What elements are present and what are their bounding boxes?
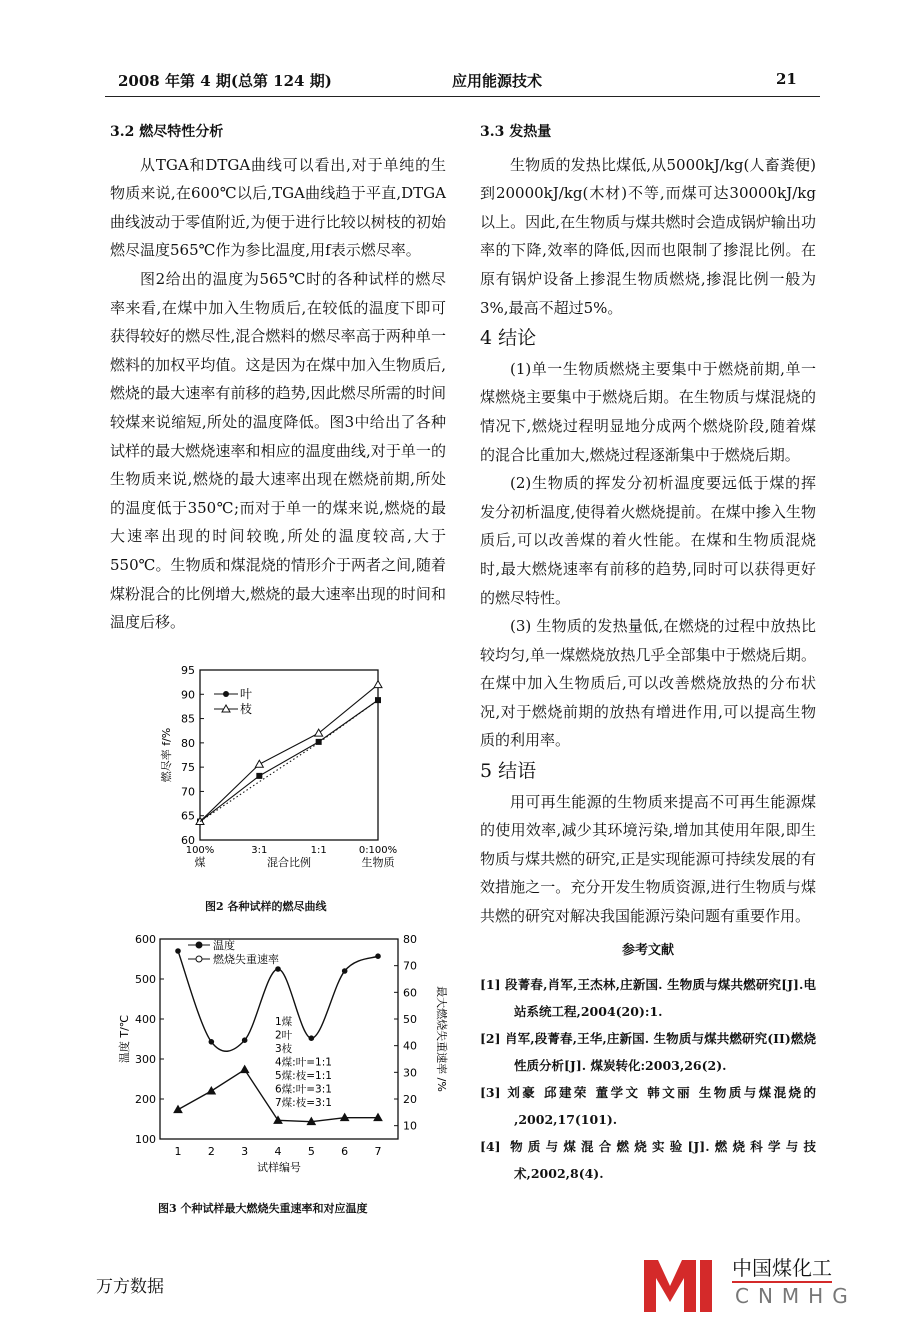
x-axis-label: 试样编号 xyxy=(257,1161,301,1174)
burnout-chart xyxy=(150,660,410,880)
x-tick-label: 5 xyxy=(307,1145,315,1158)
y2-tick-label: 30 xyxy=(403,1066,417,1080)
watermark-en: CNMHG xyxy=(735,1284,857,1308)
paragraph: 从TGA和DTGA曲线可以看出,对于单纯的生物质来说,在600℃以后,TGA曲线趋于平直,DTGA曲线波动于零值附近,为便于进行比较以树枝的初始燃尽温度565℃作为参比温度,用f表示燃尽率。 xyxy=(110,155,446,260)
x-tick-label: 0:100% xyxy=(358,845,398,856)
y2-tick-label: 50 xyxy=(403,1013,417,1026)
x-tick-label: 1:1 xyxy=(310,845,327,856)
annotation-label: 7煤:枝=3:1 xyxy=(275,1097,332,1109)
y-tick-label: 80 xyxy=(181,736,195,750)
footer-source: 万方数据 xyxy=(96,1277,164,1297)
data-point xyxy=(309,1035,315,1041)
x-tick-label: 3 xyxy=(241,1145,249,1158)
x-tick-label: 1 xyxy=(174,1145,182,1158)
data-point xyxy=(256,773,262,779)
reference: [4] 物质与煤混合燃烧实验[J].燃烧科学与技术,2002,8(4). xyxy=(480,1139,816,1182)
annotation-label: 5煤:枝=1:1 xyxy=(275,1070,332,1082)
section-heading: 3.2 燃尽特性分析 xyxy=(110,124,224,140)
x-tick-label: 6 xyxy=(341,1145,349,1158)
data-point xyxy=(342,968,348,974)
logo-mark-icon xyxy=(640,1254,720,1314)
paragraph: (1)单一生物质燃烧主要集中于燃烧前期,单一煤燃烧主要集中于燃烧后期。在生物质与煤混烧的情况下,燃烧过程明显地分成两个燃烧阶段,随着煤的混合比重加大,燃烧过程逐渐集中于燃烧后期。 xyxy=(480,359,816,464)
figure-caption: 图3 个种试样最大燃烧失重速率和对应温度 xyxy=(158,1202,368,1215)
data-point xyxy=(174,1106,182,1113)
annotation-label: 4煤:叶=1:1 xyxy=(275,1056,332,1069)
paragraph: (2)生物质的挥发分初析温度要远低于煤的挥发分初析温度,使得着火燃烧提前。在煤中掺入生物质后,可以改善煤的着火性能。在煤和生物质混烧时,最大燃烧速率有前移的趋势,同时可以获得更好的燃尽特性。 xyxy=(480,474,816,607)
y2-tick-label: 10 xyxy=(403,1119,417,1133)
legend-marker xyxy=(223,691,229,697)
legend-label: 燃烧失重速率 xyxy=(213,953,279,966)
y2-tick-label: 60 xyxy=(403,986,417,1000)
y-tick-label: 65 xyxy=(181,809,195,823)
references-title: 参考文献 xyxy=(621,942,674,958)
y-tick-label: 85 xyxy=(181,712,195,726)
rate-temperature-chart xyxy=(120,925,450,1180)
x-sublabel: 生物质 xyxy=(361,856,395,869)
x-tick-label: 100% xyxy=(185,845,215,856)
legend-marker xyxy=(196,956,202,962)
figure-caption: 图2 各种试样的燃尽曲线 xyxy=(205,900,327,913)
paragraph: 生物质的发热比煤低,从5000kJ/kg(人畜粪便)到20000kJ/kg(木材)不等,而煤可达30000kJ/kg以上。因此,在生物质与煤共燃时会造成锅炉输出功率的下降,效率的降低,因而也限制了掺混比例。在原有锅炉设备上掺混生物质燃烧,掺混比例一般为3%,最高不超过5%。 xyxy=(480,155,816,317)
data-point xyxy=(374,681,382,688)
y-tick-label: 95 xyxy=(181,664,195,677)
data-point xyxy=(242,1037,248,1043)
legend-label: 温度 xyxy=(213,939,235,952)
x-sublabel: 煤 xyxy=(194,856,206,869)
data-point xyxy=(241,1066,249,1073)
data-point xyxy=(175,948,181,954)
y-tick-label: 75 xyxy=(181,761,195,775)
left-column xyxy=(110,112,446,637)
y-axis-label: 燃尽率 f/% xyxy=(160,727,173,783)
annotation-label: 1煤 xyxy=(275,1016,293,1028)
legend-marker xyxy=(196,942,202,948)
reference: [1] 段菁春,肖军,王杰林,庄新国. 生物质与煤共燃研究[J].电站系统工程,2004(20):1. xyxy=(480,977,816,1020)
y2-tick-label: 40 xyxy=(403,1039,417,1053)
reference: [2] 肖军,段菁春,王华,庄新国. 生物质与煤共燃研究(II)燃烧性质分析[J]. 煤炭转化:2003,26(2). xyxy=(480,1031,816,1074)
x-axis-label: 混合比例 xyxy=(267,856,311,869)
y-tick-label: 70 xyxy=(181,785,195,799)
y2-tick-label: 70 xyxy=(403,959,417,973)
right-column xyxy=(480,112,816,1187)
y-tick-label: 400 xyxy=(135,1013,156,1026)
paragraph: 用可再生能源的生物质来提高不可再生能源煤的使用效率,减少其环境污染,增加其使用年限,即生物质与煤共燃的研究,正是实现能源可持续发展的有效措施之一。充分开发生物质资源,进行生物质与煤共燃的研究对解决我国能源污染问题有重要作用。 xyxy=(480,792,816,926)
page-number: 21 xyxy=(776,70,797,88)
reference: [3] 刘豪 邱建荣 董学文 韩文丽 生物质与煤混烧的 ,2002,17(101). xyxy=(480,1085,816,1128)
watermark-cn: 中国煤化工 xyxy=(732,1252,832,1283)
journal-title: 应用能源技术 xyxy=(452,72,543,90)
y-tick-label: 500 xyxy=(135,973,156,986)
data-point xyxy=(275,966,281,972)
section-heading: 3.3 发热量 xyxy=(480,124,552,140)
watermark-logo xyxy=(640,1252,857,1316)
annotation-label: 2叶 xyxy=(275,1029,293,1042)
section-heading: 4 结论 xyxy=(480,327,537,350)
x-tick-label: 3:1 xyxy=(251,845,268,856)
data-point xyxy=(207,1087,215,1094)
y-tick-label: 100 xyxy=(135,1133,156,1146)
annotation-label: 3枝 xyxy=(275,1043,293,1055)
x-tick-label: 4 xyxy=(274,1145,282,1158)
y-tick-label: 300 xyxy=(135,1053,156,1066)
x-tick-label: 7 xyxy=(374,1145,382,1158)
journal-issue: 2008 年第 4 期(总第 124 期) xyxy=(118,72,332,90)
y2-tick-label: 80 xyxy=(403,933,417,946)
data-point xyxy=(375,953,381,959)
y-axis-label: 温度 T/℃ xyxy=(118,1014,131,1064)
data-point xyxy=(255,760,263,767)
header-rule xyxy=(105,96,820,97)
data-point xyxy=(209,1039,215,1045)
y-tick-label: 200 xyxy=(135,1093,156,1106)
legend-label: 叶 xyxy=(240,687,253,701)
paragraph: 图2给出的温度为565℃时的各种试样的燃尽率来看,在煤中加入生物质后,在较低的温度下即可获得较好的燃尽性,混合燃料的燃尽率高于两种单一燃料的加权平均值。这是因为在煤中加入生物质后,燃烧的最大速率有前移的趋势,因此燃尽所需的时间较煤来说缩短,所处的温度降低。图3中给出了各种试样的最大燃烧速率和相应的温度曲线,对于单一的生物质来说,燃烧的最大速率出现在燃烧前期,所处的温度低于350℃;而对于单一的煤来说,燃烧的最大速率出现的时间较晚,所处的温度较高,大于550℃。生物质和煤混烧的情形介于两者之间,随着煤粉混合的比例增大,燃烧的最大速率出现的时间和温度后移。 xyxy=(110,269,446,632)
annotation-label: 6煤:叶=3:1 xyxy=(275,1083,332,1096)
y2-tick-label: 20 xyxy=(403,1093,417,1106)
y-tick-label: 60 xyxy=(181,834,195,847)
y-tick-label: 90 xyxy=(181,688,195,702)
y2-axis-label: 最大燃烧失重速率 /% xyxy=(435,986,448,1092)
y-tick-label: 600 xyxy=(135,933,156,946)
legend-label: 枝 xyxy=(240,702,253,716)
x-tick-label: 2 xyxy=(207,1145,215,1158)
paragraph: (3) 生物质的发热量低,在燃烧的过程中放热比较均匀,单一煤燃烧放热几乎全部集中于燃烧后期。在煤中加入生物质后,可以改善燃烧放热的分布状况,对于燃烧前期的放热有增进作用,可以提高生物质的利用率。 xyxy=(480,617,816,750)
section-heading: 5 结语 xyxy=(480,760,537,783)
